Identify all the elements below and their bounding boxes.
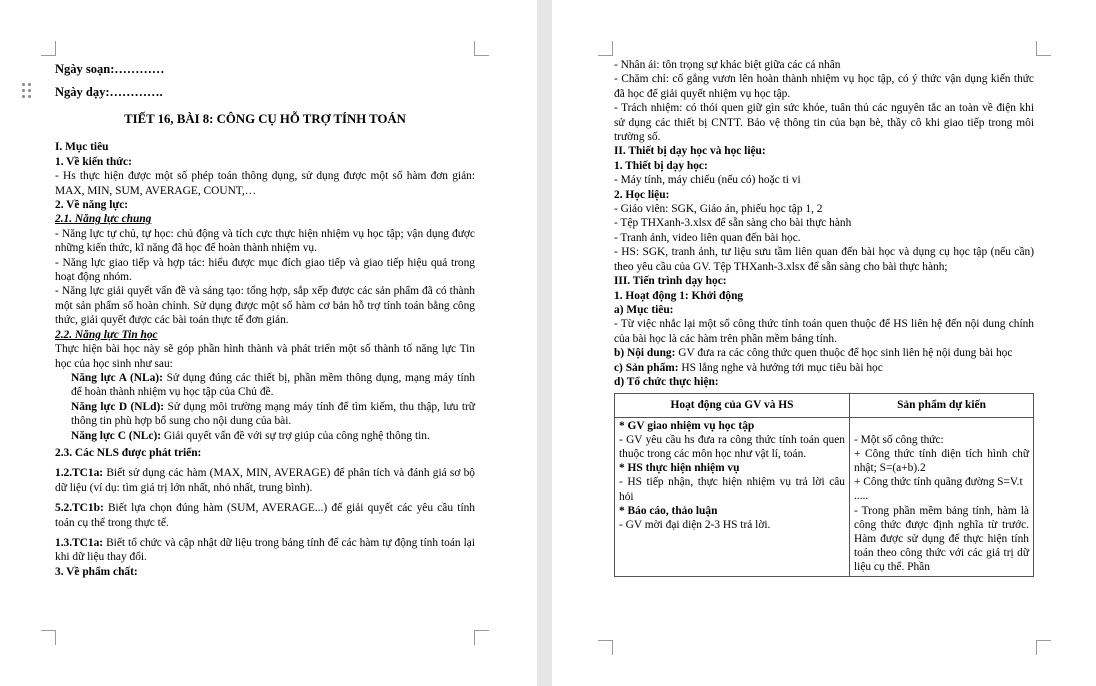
document-page-right bbox=[552, 0, 1096, 686]
crop-mark bbox=[598, 640, 613, 655]
right-page-content[interactable] bbox=[614, 58, 1034, 577]
drag-handle-icon[interactable] bbox=[22, 83, 32, 99]
nls-item-1: 1.2.TC1a: Biết sử dụng các hàm (MAX, MIN, AVERAGE) để phân tích và đánh giá sơ bộ dữ liệu (ví dụ: tìm giá trị lớn nhất, nhỏ nhất, trung bình). bbox=[55, 467, 475, 494]
date-teach: Ngày dạy:…………. bbox=[55, 85, 163, 99]
left-page-content[interactable] bbox=[55, 58, 475, 579]
heading-goal: a) Mục tiêu: bbox=[614, 303, 674, 316]
goal-text: - Từ việc nhắc lại một số công thức tính toán quen thuộc để HS liên hệ đến nội dung chính của bài học là các hàm trên phần mềm bảng tính. bbox=[614, 318, 1034, 345]
knowledge-text: - Hs thực hiện được một số phép toán thông dụng, sử dụng được một số hàm đơn giản: MAX, MIN, SUM, AVERAGE, COUNT,… bbox=[55, 170, 475, 197]
crop-mark bbox=[598, 41, 613, 56]
quality-diligence: - Chăm chỉ: cố gắng vươn lên hoàn thành nhiệm vụ học tập, có ý thức vận dụng kiến thức đã học để giải quyết nhiệm vụ học tập. bbox=[614, 73, 1034, 100]
heading-digital-competency: 2.3. Các NLS được phát triển: bbox=[55, 446, 202, 459]
competency-communication: - Năng lực giao tiếp và hợp tác: hiểu được mục đích giao tiếp và giao tiếp hiệu quả trong hoạt động nhóm. bbox=[55, 256, 475, 284]
heading-competency: 2. Về năng lực: bbox=[55, 199, 129, 212]
table-header-activity: Hoạt động của GV và HS bbox=[615, 394, 850, 417]
crop-mark bbox=[1036, 41, 1051, 56]
nls-item-3: 1.3.TC1a: Biết tổ chức và cập nhật dữ liệu trong bảng tính để các hàm tự động tính toán lại khi dữ liệu thay đổi. bbox=[55, 536, 475, 564]
table-header-row bbox=[615, 394, 1034, 417]
table-header-product: Sản phẩm dự kiến bbox=[850, 394, 1034, 417]
product-text: c) Sản phẩm: HS lắng nghe và hướng tới mục tiêu bài học bbox=[614, 361, 883, 374]
quality-responsibility: - Trách nhiệm: có thói quen giữ gìn sức khỏe, tuân thủ các nguyên tắc an toàn về điện khi sử dụng các thiết bị CNTT. Bảo vệ thông tin của bạn bè, thầy cô khi giao tiếp trong môi trường số. bbox=[614, 102, 1034, 144]
heading-qualities: 3. Về phẩm chất: bbox=[55, 565, 138, 578]
competency-nla: Năng lực A (NLa): Sử dụng đúng các thiết bị, phần mềm thông dụng, mạng máy tính để hoàn thành nhiệm vụ học tập của Chủ đề. bbox=[71, 371, 475, 399]
materials-file: - Tệp THXanh-3.xlsx để sẵn sàng cho bài thực hành bbox=[614, 217, 852, 230]
equipment-text: - Máy tính, máy chiếu (nếu có) hoặc ti vi bbox=[614, 174, 801, 187]
competency-problem-solving: - Năng lực giải quyết vấn đề và sáng tạo: tổng hợp, sắp xếp được các sản phẩm đã có thành một sản phẩm số hoàn chỉnh. Sử dụng được một số hàm cơ bản hỗ trợ tính toán bằng công thức, giải quyết được các bài toán thực tế đơn giản. bbox=[55, 285, 475, 327]
materials-student: - HS: SGK, tranh ảnh, tư liệu sưu tầm liên quan đến bài học và dụng cụ học tập (nếu cần) theo yêu cầu của GV. Tệp THXanh-3.xlsx để sẵn sàng cho bài thực hành; bbox=[614, 246, 1034, 273]
activity-cell[interactable]: * GV giao nhiệm vụ học tập - GV yêu cầu hs đưa ra công thức tính toán quen thuộc trong các môn học như vật lí, toán. * HS thực hiện nhiệm vụ - HS tiếp nhận, thực hiện nhiệm vụ trả lời câu hỏi * Báo cáo, thảo luận - GV mời đại diện 2-3 HS trả lời. bbox=[615, 417, 850, 576]
content-text: b) Nội dung: GV đưa ra các công thức quen thuộc để học sinh liên hệ nội dung bài học bbox=[614, 347, 1013, 360]
competency-nlc: Năng lực C (NLc): Giải quyết vấn đề với sự trợ giúp của công nghệ thông tin. bbox=[71, 429, 430, 442]
heading-teaching-equipment: 1. Thiết bị dạy học: bbox=[614, 159, 708, 172]
heading-process: III. Tiến trình dạy học: bbox=[614, 275, 727, 288]
heading-objectives: I. Mục tiêu bbox=[55, 141, 109, 154]
product-cell[interactable]: - Một số công thức: + Công thức tính diện tích hình chữ nhật; S=(a+b).2 + Công thức tính quãng đường S=V.t ..... - Trong phần mềm bảng tính, hàm là công thức được định nghĩa từ trước. Hàm được sử dụng để thực hiện tính toán theo công thức với các giá trị dữ liệu cụ thể. Phần bbox=[850, 417, 1034, 576]
nls-item-2: 5.2.TC1b: Biết lựa chọn đúng hàm (SUM, AVERAGE...) để giải quyết các yêu cầu tính toán cụ thể trong thực tế. bbox=[55, 502, 475, 529]
materials-media: - Tranh ảnh, video liên quan đến bài học. bbox=[614, 231, 801, 244]
heading-equipment: II. Thiết bị dạy học và học liệu: bbox=[614, 145, 766, 158]
it-competency-intro: Thực hiện bài học này sẽ góp phần hình thành và phát triển một số thành tố năng lực Tin học của học sinh như sau: bbox=[55, 343, 475, 370]
crop-mark bbox=[474, 630, 489, 645]
crop-mark bbox=[1036, 640, 1051, 655]
competency-self-study: - Năng lực tự chủ, tự học: chủ động và tích cực thực hiện nhiệm vụ học tập; vận dụng được những kiến thức, kĩ năng đã học để hoàn thành nhiệm vụ. bbox=[55, 227, 475, 255]
activity-table bbox=[614, 393, 1034, 576]
crop-mark bbox=[41, 630, 56, 645]
heading-organization: d) Tổ chức thực hiện: bbox=[614, 375, 719, 388]
materials-teacher: - Giáo viên: SGK, Giáo án, phiếu học tập 1, 2 bbox=[614, 203, 823, 216]
date-prepare: Ngày soạn:………… bbox=[55, 62, 165, 76]
heading-it-competency: 2.2. Năng lực Tin học bbox=[55, 328, 158, 341]
quality-kindness: - Nhân ái: tôn trọng sự khác biệt giữa các cá nhân bbox=[614, 59, 841, 71]
crop-mark bbox=[474, 41, 489, 56]
heading-materials: 2. Học liệu: bbox=[614, 188, 670, 201]
heading-general-competency: 2.1. Năng lực chung bbox=[55, 213, 152, 226]
heading-activity-1: 1. Hoạt động 1: Khởi động bbox=[614, 289, 744, 302]
competency-nld: Năng lực D (NLd): Sử dụng môi trường mạng máy tính để tìm kiếm, thu thập, lưu trữ thông tin phù hợp bổ sung cho nội dung của bài. bbox=[71, 400, 475, 428]
crop-mark bbox=[41, 41, 56, 56]
table-row bbox=[615, 417, 1034, 576]
document-page-left bbox=[0, 0, 537, 686]
heading-knowledge: 1. Về kiến thức: bbox=[55, 155, 132, 168]
lesson-title: TIẾT 16, BÀI 8: CÔNG CỤ HỖ TRỢ TÍNH TOÁN bbox=[124, 112, 406, 126]
